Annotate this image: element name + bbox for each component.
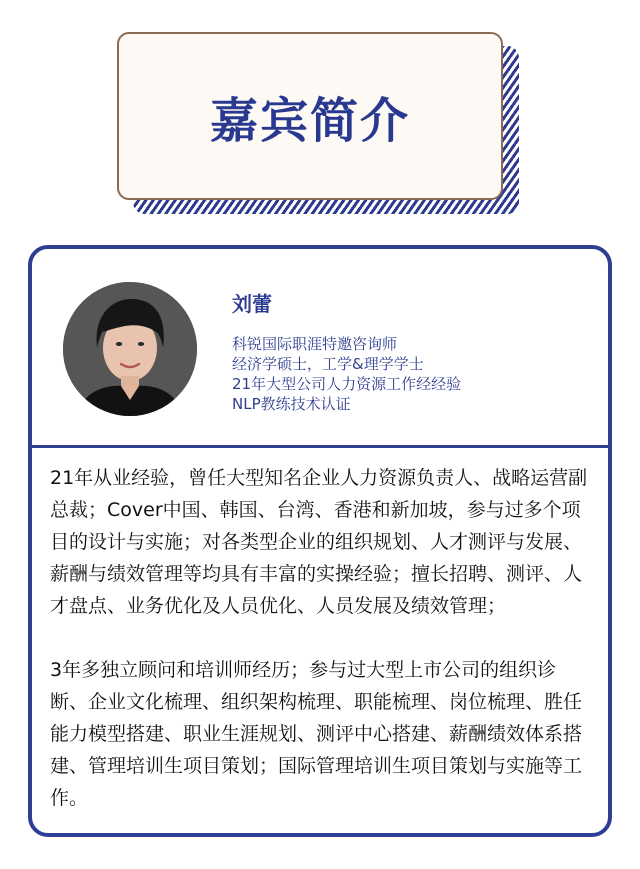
credential-item: NLP教练技术认证 — [232, 395, 351, 413]
portrait-image — [63, 282, 197, 416]
credential-item: 21年大型公司人力资源工作经经验 — [232, 375, 462, 393]
title-card — [117, 32, 503, 200]
guest-name: 刘蕾 — [232, 292, 272, 316]
credential-item: 经济学硕士，工学&理学学士 — [232, 355, 424, 373]
credentials-list — [232, 334, 461, 414]
profile-header — [32, 249, 608, 448]
avatar — [63, 282, 197, 416]
credential-item: 科锐国际职涯特邀咨询师 — [232, 335, 398, 353]
bio-paragraph: 3年多独立顾问和培训师经历；参与过大型上市公司的组织诊断、企业文化梳理、组织架构梳理、职能梳理、岗位梳理、胜任能力模型搭建、职业生涯规划、测评中心搭建、薪酬绩效体系搭建、管理培训生项目策划；国际管理培训生项目策划与实施等工作。 — [50, 659, 583, 809]
profile-card — [28, 245, 612, 837]
bio-paragraph: 21年从业经验，曾任大型知名企业人力资源负责人、战略运营副总裁；Cover中国、韩国、台湾、香港和新加坡，参与过多个项目的设计与实施；对各类型企业的组织规划、人才测评与发展、薪酬与绩效管理等均具有丰富的实操经验；擅长招聘、测评、人才盘点、业务优化及人员优化、人员发展及绩效管理； — [50, 467, 588, 617]
bio-section — [32, 448, 608, 814]
page-title: 嘉宾简介 — [209, 92, 410, 149]
